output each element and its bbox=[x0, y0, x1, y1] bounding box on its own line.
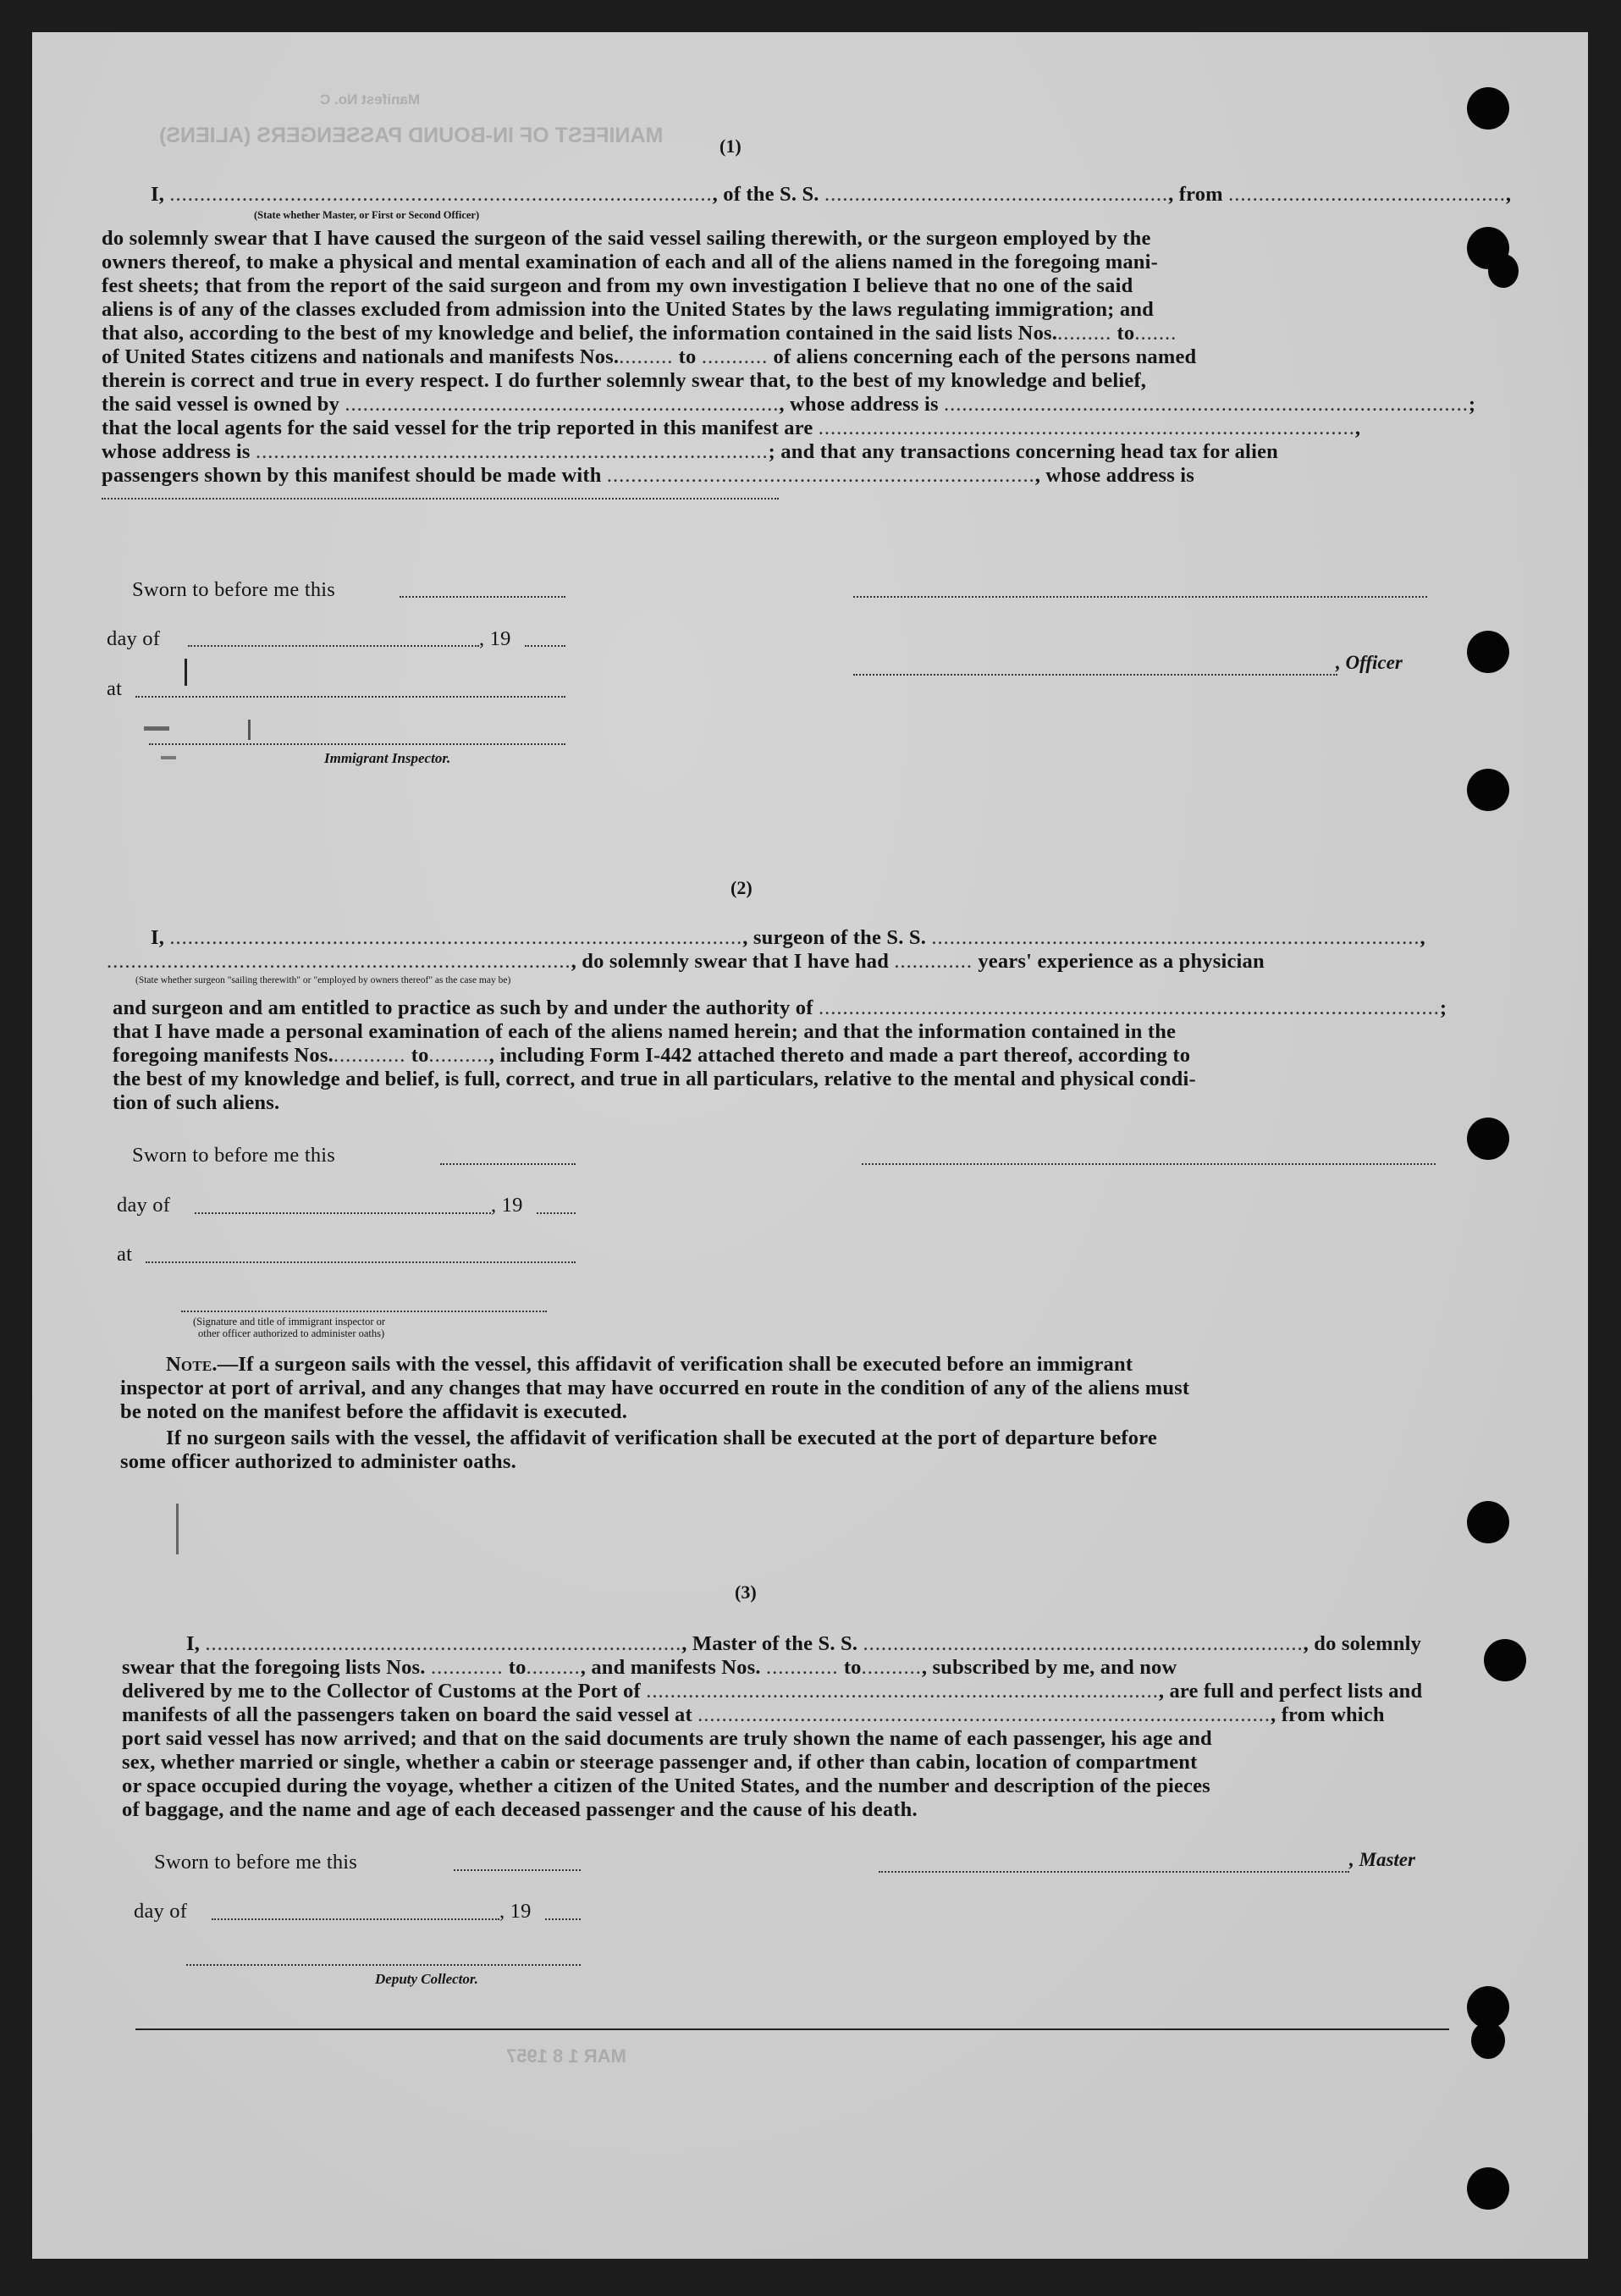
text: to bbox=[508, 1656, 527, 1679]
text: , are full and perfect lists and bbox=[1158, 1680, 1423, 1703]
punch-hole bbox=[1467, 769, 1509, 811]
s1-oath-line-1 bbox=[151, 183, 1511, 207]
s1-paragraph-line: therein is correct and true in every respect. I do further solemnly swear that, to the best of my knowledge and belief, bbox=[102, 369, 1147, 392]
years-experience-field[interactable]: ............. bbox=[894, 950, 973, 973]
punch-hole bbox=[1467, 631, 1509, 673]
text: , whose address is bbox=[1034, 464, 1195, 487]
month-field[interactable] bbox=[195, 1212, 491, 1214]
master-caption: , Master bbox=[1349, 1849, 1415, 1870]
deputy-collector-signature-line[interactable] bbox=[186, 1964, 581, 1966]
list-number-from-field[interactable]: ......... bbox=[1057, 322, 1112, 345]
signature-caption: other officer authorized to administer oaths) bbox=[198, 1327, 385, 1339]
officer-signature-line[interactable] bbox=[853, 674, 1337, 676]
text: , from which bbox=[1271, 1703, 1385, 1726]
year-label: , 19 bbox=[479, 627, 511, 650]
manifest-from-field[interactable]: ............ bbox=[333, 1044, 406, 1067]
text: , bbox=[1354, 417, 1361, 439]
port-of-embarkation-field[interactable]: ............................................................................................... bbox=[697, 1703, 1271, 1726]
text: whose address is bbox=[102, 440, 251, 463]
text: of United States citizens and nationals and manifests Nos. bbox=[102, 345, 620, 368]
text: ; bbox=[1468, 393, 1476, 416]
s1-paragraph-line bbox=[102, 393, 1475, 417]
text: , of the S. S. bbox=[712, 183, 819, 206]
text: , whose address is bbox=[779, 393, 939, 416]
place-field[interactable] bbox=[135, 696, 565, 698]
text: and surgeon and am entitled to practice as such by and under the authority of bbox=[113, 996, 813, 1019]
s2-oath-line-1 bbox=[151, 926, 1425, 950]
text: to bbox=[1117, 322, 1135, 345]
stamp-mark bbox=[144, 726, 169, 731]
master-signature-line[interactable] bbox=[879, 1871, 1349, 1873]
surgeon-signature-line[interactable] bbox=[862, 1163, 1436, 1165]
sworn-label: Sworn to before me this bbox=[154, 1851, 358, 1874]
master-vessel-field[interactable]: ......................................................................... bbox=[863, 1632, 1304, 1655]
owner-address-field[interactable]: ....................................................................................... bbox=[944, 393, 1469, 416]
manifests-from-field[interactable]: ............ bbox=[766, 1656, 839, 1679]
note-line bbox=[166, 1353, 1133, 1377]
section-2-heading: (2) bbox=[731, 877, 753, 898]
text: the said vessel is owned by bbox=[102, 393, 340, 416]
stamp-mark bbox=[248, 720, 251, 740]
section-1-heading: (1) bbox=[720, 135, 742, 157]
s1-paragraph-line: owners thereof, to make a physical and mental examination of each and all of the aliens named in the foregoing mani- bbox=[102, 251, 1158, 273]
punch-hole bbox=[1467, 2167, 1509, 2210]
year-label: , 19 bbox=[491, 1194, 523, 1217]
immigrant-inspector-caption: Immigrant Inspector. bbox=[324, 750, 451, 766]
bleed-through-date-stamp: MAR 1 8 1957 bbox=[506, 2045, 626, 2067]
punch-hole bbox=[1467, 1118, 1509, 1160]
vessel-name-field[interactable]: ......................................................... bbox=[824, 183, 1169, 206]
s3-oath-line-4 bbox=[122, 1703, 1385, 1727]
text: to bbox=[411, 1044, 429, 1067]
text: —If a surgeon sails with the vessel, this affidavit of verification shall be executed before an immigrant bbox=[217, 1353, 1133, 1376]
text: that also, according to the best of my knowledge and belief, the information contained in the said lists Nos. bbox=[102, 322, 1058, 345]
text: , do solemnly swear that I have had bbox=[571, 950, 890, 973]
text: , Master of the S. S. bbox=[681, 1632, 858, 1655]
text: , subscribed by me, and now bbox=[921, 1656, 1177, 1679]
s1-paragraph-line: do solemnly swear that I have caused the surgeon of the said vessel sailing therewith, or the surgeon employed by the bbox=[102, 227, 1151, 250]
surgeon-status-field[interactable]: ............................................................................. bbox=[107, 950, 571, 973]
s3-oath-line-3 bbox=[122, 1680, 1422, 1703]
s1-paragraph-line bbox=[102, 417, 1360, 440]
text: to bbox=[678, 345, 697, 368]
s3-paragraph-line: of baggage, and the name and age of each deceased passenger and the cause of his death. bbox=[122, 1798, 918, 1821]
manifest-number-from-field[interactable]: ......... bbox=[619, 345, 674, 368]
manifests-to-field[interactable]: .......... bbox=[861, 1656, 922, 1679]
deputy-collector-caption: Deputy Collector. bbox=[375, 1971, 478, 1987]
lists-from-field[interactable]: ............ bbox=[430, 1656, 504, 1679]
text: years' experience as a physician bbox=[978, 950, 1265, 973]
licensing-authority-field[interactable]: ....................................................................................................... bbox=[818, 996, 1440, 1019]
bleed-through-stamp: Manifest No. C bbox=[320, 91, 421, 108]
text: ; bbox=[1439, 996, 1447, 1019]
s3-paragraph-line: or space occupied during the voyage, whether a citizen of the United States, and the number and description of the pieces bbox=[122, 1774, 1210, 1797]
note-line: If no surgeon sails with the vessel, the affidavit of verification shall be executed at the port of departure before bbox=[166, 1427, 1157, 1449]
list-number-to-field[interactable]: ....... bbox=[1134, 322, 1177, 345]
departure-port-field[interactable]: .............................................. bbox=[1228, 183, 1506, 206]
text: manifests of all the passengers taken on board the said vessel at bbox=[122, 1703, 692, 1726]
s2-paragraph-line: the best of my knowledge and belief, is full, correct, and true in all particulars, relative to the mental and physical condi- bbox=[113, 1068, 1196, 1090]
year-field[interactable] bbox=[525, 645, 565, 647]
s2-oath-line-2 bbox=[107, 950, 1265, 974]
text: I, bbox=[186, 1632, 201, 1655]
punch-hole bbox=[1484, 1639, 1526, 1681]
text: , bbox=[1420, 926, 1425, 949]
s2-paragraph-line: that I have made a personal examination of each of the aliens named herein; and that the information contained in the bbox=[113, 1020, 1177, 1043]
officer-caption: , Officer bbox=[1336, 652, 1403, 673]
s3-paragraph-line: port said vessel has now arrived; and that on the said documents are truly shown the name of each passenger, his age and bbox=[122, 1727, 1212, 1750]
day-of-label: day of bbox=[134, 1900, 188, 1923]
note-line: be noted on the manifest before the affidavit is executed. bbox=[120, 1400, 628, 1423]
at-label: at bbox=[107, 677, 123, 700]
note-line: some officer authorized to administer oaths. bbox=[120, 1450, 516, 1473]
s1-paragraph-line: aliens is of any of the classes excluded from admission into the United States by the laws regulating immigration; and bbox=[102, 298, 1154, 321]
text: , including Form I-442 attached thereto and made a part thereof, according to bbox=[488, 1044, 1191, 1067]
s2-paragraph-line: tion of such aliens. bbox=[113, 1091, 280, 1114]
year-field[interactable] bbox=[537, 1212, 576, 1214]
s2-paragraph-line bbox=[113, 996, 1447, 1020]
officer-name-field[interactable]: .......................................................................................... bbox=[169, 183, 713, 206]
sworn-date-field[interactable] bbox=[454, 1869, 581, 1871]
punch-hole bbox=[1488, 254, 1519, 288]
stamp-mark bbox=[161, 756, 176, 759]
bleed-through-heading: MANIFEST OF IN-BOUND PASSENGERS (ALIENS) bbox=[159, 124, 664, 147]
text: ; and that any transactions concerning head tax for alien bbox=[768, 440, 1278, 463]
surgeon-status-caption: (State whether surgeon "sailing therewith" or "employed by owners thereof" as the case may be) bbox=[135, 975, 511, 985]
text: passengers shown by this manifest should be made with bbox=[102, 464, 602, 487]
text: that the local agents for the said vessel for the trip reported in this manifest are bbox=[102, 417, 813, 439]
text: delivered by me to the Collector of Customs at the Port of bbox=[122, 1680, 641, 1703]
month-field[interactable] bbox=[212, 1918, 499, 1920]
at-label: at bbox=[117, 1243, 133, 1266]
signature-caption: (Signature and title of immigrant inspector or bbox=[193, 1316, 386, 1327]
master-name-field[interactable]: ............................................................................... bbox=[205, 1632, 682, 1655]
vessel-owner-field[interactable]: ........................................................................ bbox=[345, 393, 780, 416]
sworn-date-field[interactable] bbox=[440, 1163, 576, 1165]
agents-address-field[interactable]: ..................................................................................... bbox=[255, 440, 769, 463]
s3-oath-line-2 bbox=[122, 1656, 1177, 1680]
note-label: Note. bbox=[166, 1353, 218, 1376]
examiner-signature-line[interactable] bbox=[181, 1311, 547, 1312]
stamp-mark bbox=[185, 659, 187, 686]
text: of aliens concerning each of the persons named bbox=[773, 345, 1197, 368]
s2-paragraph-line bbox=[113, 1044, 1190, 1068]
s1-paragraph-line bbox=[102, 322, 1177, 345]
form-page bbox=[32, 32, 1588, 2259]
officer-date-line[interactable] bbox=[853, 596, 1427, 598]
year-field[interactable] bbox=[545, 1918, 581, 1920]
s1-paragraph-line bbox=[102, 345, 1196, 369]
text: swear that the foregoing lists Nos. bbox=[122, 1656, 426, 1679]
s1-paragraph-line bbox=[102, 440, 1278, 464]
lists-to-field[interactable]: ......... bbox=[526, 1656, 581, 1679]
sworn-label: Sworn to before me this bbox=[132, 578, 336, 601]
inspector-signature-line[interactable] bbox=[149, 743, 565, 745]
text: , from bbox=[1168, 183, 1223, 206]
surgeon-name-field[interactable]: ............................................................................................... bbox=[169, 926, 743, 949]
text: , bbox=[1505, 183, 1512, 206]
s3-oath-line-1 bbox=[186, 1632, 1421, 1656]
head-tax-agent-field[interactable]: ....................................................................... bbox=[606, 464, 1035, 487]
text: to bbox=[843, 1656, 862, 1679]
s1-paragraph-line: fest sheets; that from the report of the said surgeon and from my own investigation I believe that no one of the said bbox=[102, 274, 1133, 297]
punch-hole bbox=[1467, 87, 1509, 130]
text: , surgeon of the S. S. bbox=[742, 926, 927, 949]
s1-paragraph-line bbox=[102, 464, 1194, 488]
officer-rank-caption: (State whether Master, or First or Second Officer) bbox=[254, 209, 480, 221]
address-continuation-line[interactable] bbox=[102, 498, 779, 499]
text: foregoing manifests Nos. bbox=[113, 1044, 334, 1067]
text: I, bbox=[151, 926, 165, 949]
s3-paragraph-line: sex, whether married or single, whether a cabin or steerage passenger and, if other than cabin, location of compartment bbox=[122, 1751, 1198, 1774]
manifest-number-to-field[interactable]: ........... bbox=[701, 345, 769, 368]
surgeon-vessel-field[interactable]: ................................................................................. bbox=[931, 926, 1420, 949]
section-3-heading: (3) bbox=[735, 1581, 757, 1603]
month-field[interactable] bbox=[188, 645, 479, 647]
sworn-label: Sworn to before me this bbox=[132, 1144, 336, 1167]
text: I, bbox=[151, 183, 165, 206]
sworn-date-field[interactable] bbox=[400, 596, 565, 598]
port-of-arrival-field[interactable]: ..................................................................................... bbox=[646, 1680, 1159, 1703]
day-of-label: day of bbox=[107, 627, 161, 650]
manifest-to-field[interactable]: .......... bbox=[428, 1044, 489, 1067]
text: , and manifests Nos. bbox=[580, 1656, 761, 1679]
stray-mark bbox=[176, 1504, 179, 1554]
year-label: , 19 bbox=[499, 1900, 532, 1923]
note-line: inspector at port of arrival, and any changes that may have occurred en route in the condition of any of the aliens must bbox=[120, 1377, 1190, 1399]
day-of-label: day of bbox=[117, 1194, 171, 1217]
local-agents-field[interactable]: ......................................................................................... bbox=[818, 417, 1355, 439]
place-field[interactable] bbox=[146, 1261, 576, 1263]
punch-hole bbox=[1467, 1501, 1509, 1543]
text: , do solemnly bbox=[1303, 1632, 1422, 1655]
bottom-rule bbox=[135, 2028, 1449, 2030]
punch-hole bbox=[1471, 2022, 1505, 2059]
